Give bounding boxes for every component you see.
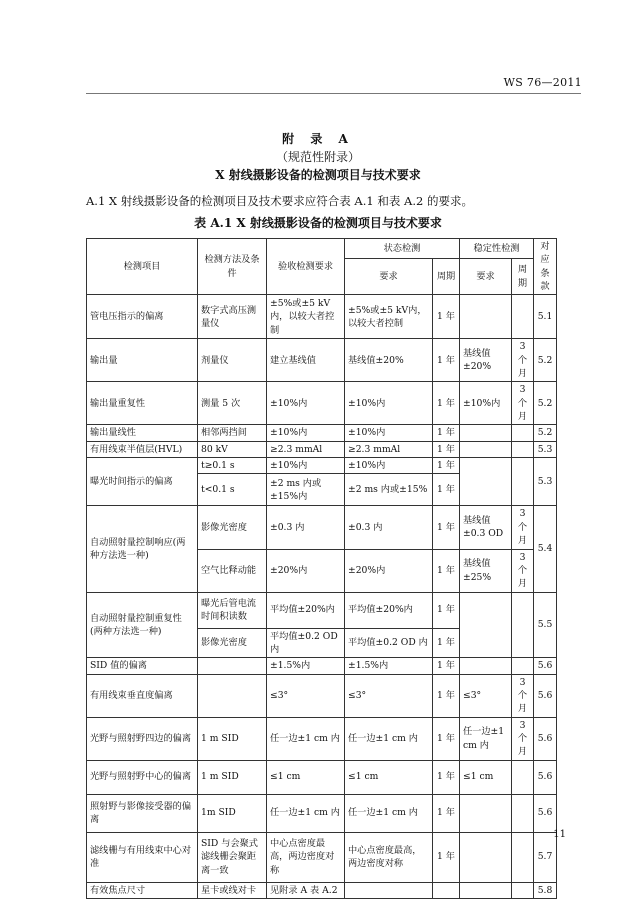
cell-stability-period bbox=[512, 458, 534, 506]
cell-item: SID 值的偏离 bbox=[87, 658, 198, 674]
standard-number: WS 76—2011 bbox=[503, 76, 582, 89]
cell-acceptance: 建立基线值 bbox=[267, 339, 345, 382]
cell-stability-req: 基线值±25% bbox=[460, 549, 512, 592]
header-acceptance: 验收检测要求 bbox=[267, 239, 345, 295]
cell-item: 输出量重复性 bbox=[87, 382, 198, 425]
cell-method: 测量 5 次 bbox=[198, 382, 267, 425]
cell-status-period: 1 年 bbox=[433, 339, 460, 382]
cell-status-req: 平均值±20%内 bbox=[345, 592, 433, 628]
cell-clause: 5.6 bbox=[534, 717, 557, 760]
cell-stability-req bbox=[460, 441, 512, 457]
header-item: 检测项目 bbox=[87, 239, 198, 295]
cell-acceptance: 平均值±20%内 bbox=[267, 592, 345, 628]
cell-item: 滤线栅与有用线束中心对准 bbox=[87, 832, 198, 882]
cell-status-period: 1 年 bbox=[433, 441, 460, 457]
cell-status-period: 1 年 bbox=[433, 592, 460, 628]
cell-status-period: 1 年 bbox=[433, 474, 460, 506]
cell-item: 有用线束半值层(HVL) bbox=[87, 441, 198, 457]
cell-status-req: ≥2.3 mmAl bbox=[345, 441, 433, 457]
cell-status-req: ±2 ms 内或±15% bbox=[345, 474, 433, 506]
header-method: 检测方法及条件 bbox=[198, 239, 267, 295]
cell-item: 曝光时间指示的偏离 bbox=[87, 458, 198, 506]
cell-stability-period bbox=[512, 592, 534, 658]
cell-clause: 5.5 bbox=[534, 592, 557, 658]
cell-acceptance: ±0.3 内 bbox=[267, 506, 345, 549]
cell-stability-req bbox=[460, 882, 512, 898]
cell-stability-period: 3 个月 bbox=[512, 506, 534, 549]
cell-acceptance: 任一边±1 cm 内 bbox=[267, 794, 345, 832]
cell-stability-period: 3 个月 bbox=[512, 717, 534, 760]
cell-clause: 5.8 bbox=[534, 882, 557, 898]
cell-status-req: ±0.3 内 bbox=[345, 506, 433, 549]
cell-item: 管电压指示的偏离 bbox=[87, 295, 198, 339]
cell-status-period: 1 年 bbox=[433, 382, 460, 425]
cell-method bbox=[198, 674, 267, 717]
cell-status-period: 1 年 bbox=[433, 425, 460, 441]
cell-status-req: 任一边±1 cm 内 bbox=[345, 794, 433, 832]
cell-method: 曝光后管电流时间积读数 bbox=[198, 592, 267, 628]
cell-item: 照射野与影像接受器的偏离 bbox=[87, 794, 198, 832]
header-status-test: 状态检测 bbox=[345, 239, 460, 259]
cell-status-req: ≤3° bbox=[345, 674, 433, 717]
header-stability-test: 稳定性检测 bbox=[460, 239, 534, 259]
cell-item: 输出量线性 bbox=[87, 425, 198, 441]
cell-method bbox=[198, 658, 267, 674]
cell-acceptance: 中心点密度最高，两边密度对称 bbox=[267, 832, 345, 882]
cell-stability-period: 3 个月 bbox=[512, 549, 534, 592]
cell-status-period: 1 年 bbox=[433, 794, 460, 832]
cell-acceptance: ±10%内 bbox=[267, 425, 345, 441]
cell-clause: 5.3 bbox=[534, 441, 557, 457]
cell-status-period: 1 年 bbox=[433, 658, 460, 674]
cell-method: 影像光密度 bbox=[198, 628, 267, 658]
cell-stability-req bbox=[460, 425, 512, 441]
cell-acceptance: ±20%内 bbox=[267, 549, 345, 592]
cell-stability-req bbox=[460, 658, 512, 674]
requirements-table bbox=[86, 238, 557, 899]
cell-item: 光野与照射野四边的偏离 bbox=[87, 717, 198, 760]
cell-status-req: 平均值±0.2 OD 内 bbox=[345, 628, 433, 658]
header-stability-req: 要求 bbox=[460, 259, 512, 295]
cell-method: 1 m SID bbox=[198, 717, 267, 760]
cell-item: 有用线束垂直度偏离 bbox=[87, 674, 198, 717]
cell-status-req bbox=[345, 882, 433, 898]
cell-acceptance: ±2 ms 内或±15%内 bbox=[267, 474, 345, 506]
header-status-period: 周期 bbox=[433, 259, 460, 295]
cell-status-req: ≤1 cm bbox=[345, 760, 433, 794]
header-clause: 对应条款 bbox=[534, 239, 557, 295]
cell-acceptance: ≤3° bbox=[267, 674, 345, 717]
cell-acceptance: 任一边±1 cm 内 bbox=[267, 717, 345, 760]
cell-method: 数字式高压测量仪 bbox=[198, 295, 267, 339]
cell-clause: 5.2 bbox=[534, 382, 557, 425]
cell-item: 自动照射量控制重复性(两种方法选一种) bbox=[87, 592, 198, 658]
cell-clause: 5.1 bbox=[534, 295, 557, 339]
cell-clause: 5.6 bbox=[534, 794, 557, 832]
cell-clause: 5.6 bbox=[534, 674, 557, 717]
cell-stability-req: 基线值±0.3 OD bbox=[460, 506, 512, 549]
cell-acceptance: 见附录 A 表 A.2 bbox=[267, 882, 345, 898]
cell-clause: 5.6 bbox=[534, 658, 557, 674]
cell-status-period: 1 年 bbox=[433, 717, 460, 760]
cell-method: SID 与会聚式滤线栅会聚距离一致 bbox=[198, 832, 267, 882]
cell-stability-period bbox=[512, 441, 534, 457]
cell-item: 光野与照射野中心的偏离 bbox=[87, 760, 198, 794]
cell-status-period: 1 年 bbox=[433, 760, 460, 794]
cell-stability-req bbox=[460, 592, 512, 658]
cell-clause: 5.6 bbox=[534, 760, 557, 794]
cell-acceptance: ≥2.3 mmAl bbox=[267, 441, 345, 457]
cell-stability-period: 3 个月 bbox=[512, 674, 534, 717]
cell-stability-period: 3 个月 bbox=[512, 339, 534, 382]
cell-status-req: ±10%内 bbox=[345, 458, 433, 474]
cell-status-period: 1 年 bbox=[433, 549, 460, 592]
cell-item: 自动照射量控制响应(两种方法选一种) bbox=[87, 506, 198, 592]
cell-status-period: 1 年 bbox=[433, 832, 460, 882]
cell-method: t≥0.1 s bbox=[198, 458, 267, 474]
cell-status-req: ±10%内 bbox=[345, 425, 433, 441]
cell-stability-period bbox=[512, 658, 534, 674]
cell-status-req: ±5%或±5 kV内，以较大者控制 bbox=[345, 295, 433, 339]
cell-method: 相邻两挡间 bbox=[198, 425, 267, 441]
header-stability-period: 周期 bbox=[512, 259, 534, 295]
cell-method: 影像光密度 bbox=[198, 506, 267, 549]
cell-stability-period bbox=[512, 882, 534, 898]
cell-item: 有效焦点尺寸 bbox=[87, 882, 198, 898]
cell-status-req: 任一边±1 cm 内 bbox=[345, 717, 433, 760]
cell-clause: 5.2 bbox=[534, 339, 557, 382]
cell-stability-req bbox=[460, 794, 512, 832]
cell-acceptance: ±10%内 bbox=[267, 458, 345, 474]
cell-clause: 5.4 bbox=[534, 506, 557, 592]
cell-acceptance: ±10%内 bbox=[267, 382, 345, 425]
page-number: 11 bbox=[553, 829, 566, 840]
cell-acceptance: ±5%或±5 kV内，以较大者控制 bbox=[267, 295, 345, 339]
cell-stability-req bbox=[460, 295, 512, 339]
cell-status-req: 中心点密度最高，两边密度对称 bbox=[345, 832, 433, 882]
cell-stability-req: ≤1 cm bbox=[460, 760, 512, 794]
cell-stability-req: 任一边±1 cm 内 bbox=[460, 717, 512, 760]
cell-method: 80 kV bbox=[198, 441, 267, 457]
cell-acceptance: ≤1 cm bbox=[267, 760, 345, 794]
cell-stability-period bbox=[512, 832, 534, 882]
cell-method: 1m SID bbox=[198, 794, 267, 832]
cell-stability-period bbox=[512, 295, 534, 339]
cell-stability-req bbox=[460, 832, 512, 882]
cell-status-period: 1 年 bbox=[433, 458, 460, 474]
header-status-req: 要求 bbox=[345, 259, 433, 295]
cell-status-req: 基线值±20% bbox=[345, 339, 433, 382]
cell-method: 1 m SID bbox=[198, 760, 267, 794]
table-caption: 表 A.1 X 射线摄影设备的检测项目与技术要求 bbox=[194, 216, 442, 230]
cell-acceptance: 平均值±0.2 OD 内 bbox=[267, 628, 345, 658]
appendix-heading: X 射线摄影设备的检测项目与技术要求 bbox=[215, 168, 421, 182]
cell-method: t<0.1 s bbox=[198, 474, 267, 506]
cell-stability-period bbox=[512, 760, 534, 794]
cell-status-period: 1 年 bbox=[433, 295, 460, 339]
cell-stability-period bbox=[512, 794, 534, 832]
appendix-subtitle: （规范性附录） bbox=[275, 150, 360, 164]
cell-item: 输出量 bbox=[87, 339, 198, 382]
cell-method: 星卡或线对卡 bbox=[198, 882, 267, 898]
cell-stability-req: ±10%内 bbox=[460, 382, 512, 425]
cell-clause: 5.2 bbox=[534, 425, 557, 441]
paragraph-a1: A.1 X 射线摄影设备的检测项目及技术要求应符合表 A.1 和表 A.2 的要求。 bbox=[86, 194, 473, 208]
cell-status-req: ±20%内 bbox=[345, 549, 433, 592]
cell-status-req: ±10%内 bbox=[345, 382, 433, 425]
cell-status-period: 1 年 bbox=[433, 674, 460, 717]
cell-method: 剂量仪 bbox=[198, 339, 267, 382]
cell-stability-req: 基线值±20% bbox=[460, 339, 512, 382]
cell-clause: 5.7 bbox=[534, 832, 557, 882]
cell-method: 空气比释动能 bbox=[198, 549, 267, 592]
cell-clause: 5.3 bbox=[534, 458, 557, 506]
cell-stability-req bbox=[460, 458, 512, 506]
cell-acceptance: ±1.5%内 bbox=[267, 658, 345, 674]
cell-status-period: 1 年 bbox=[433, 628, 460, 658]
cell-status-req: ±1.5%内 bbox=[345, 658, 433, 674]
header-rule bbox=[86, 93, 581, 94]
cell-stability-period bbox=[512, 425, 534, 441]
cell-stability-period: 3 个月 bbox=[512, 382, 534, 425]
cell-status-period: 1 年 bbox=[433, 506, 460, 549]
appendix-title: 附 录 A bbox=[282, 132, 354, 146]
cell-status-period bbox=[433, 882, 460, 898]
cell-stability-req: ≤3° bbox=[460, 674, 512, 717]
